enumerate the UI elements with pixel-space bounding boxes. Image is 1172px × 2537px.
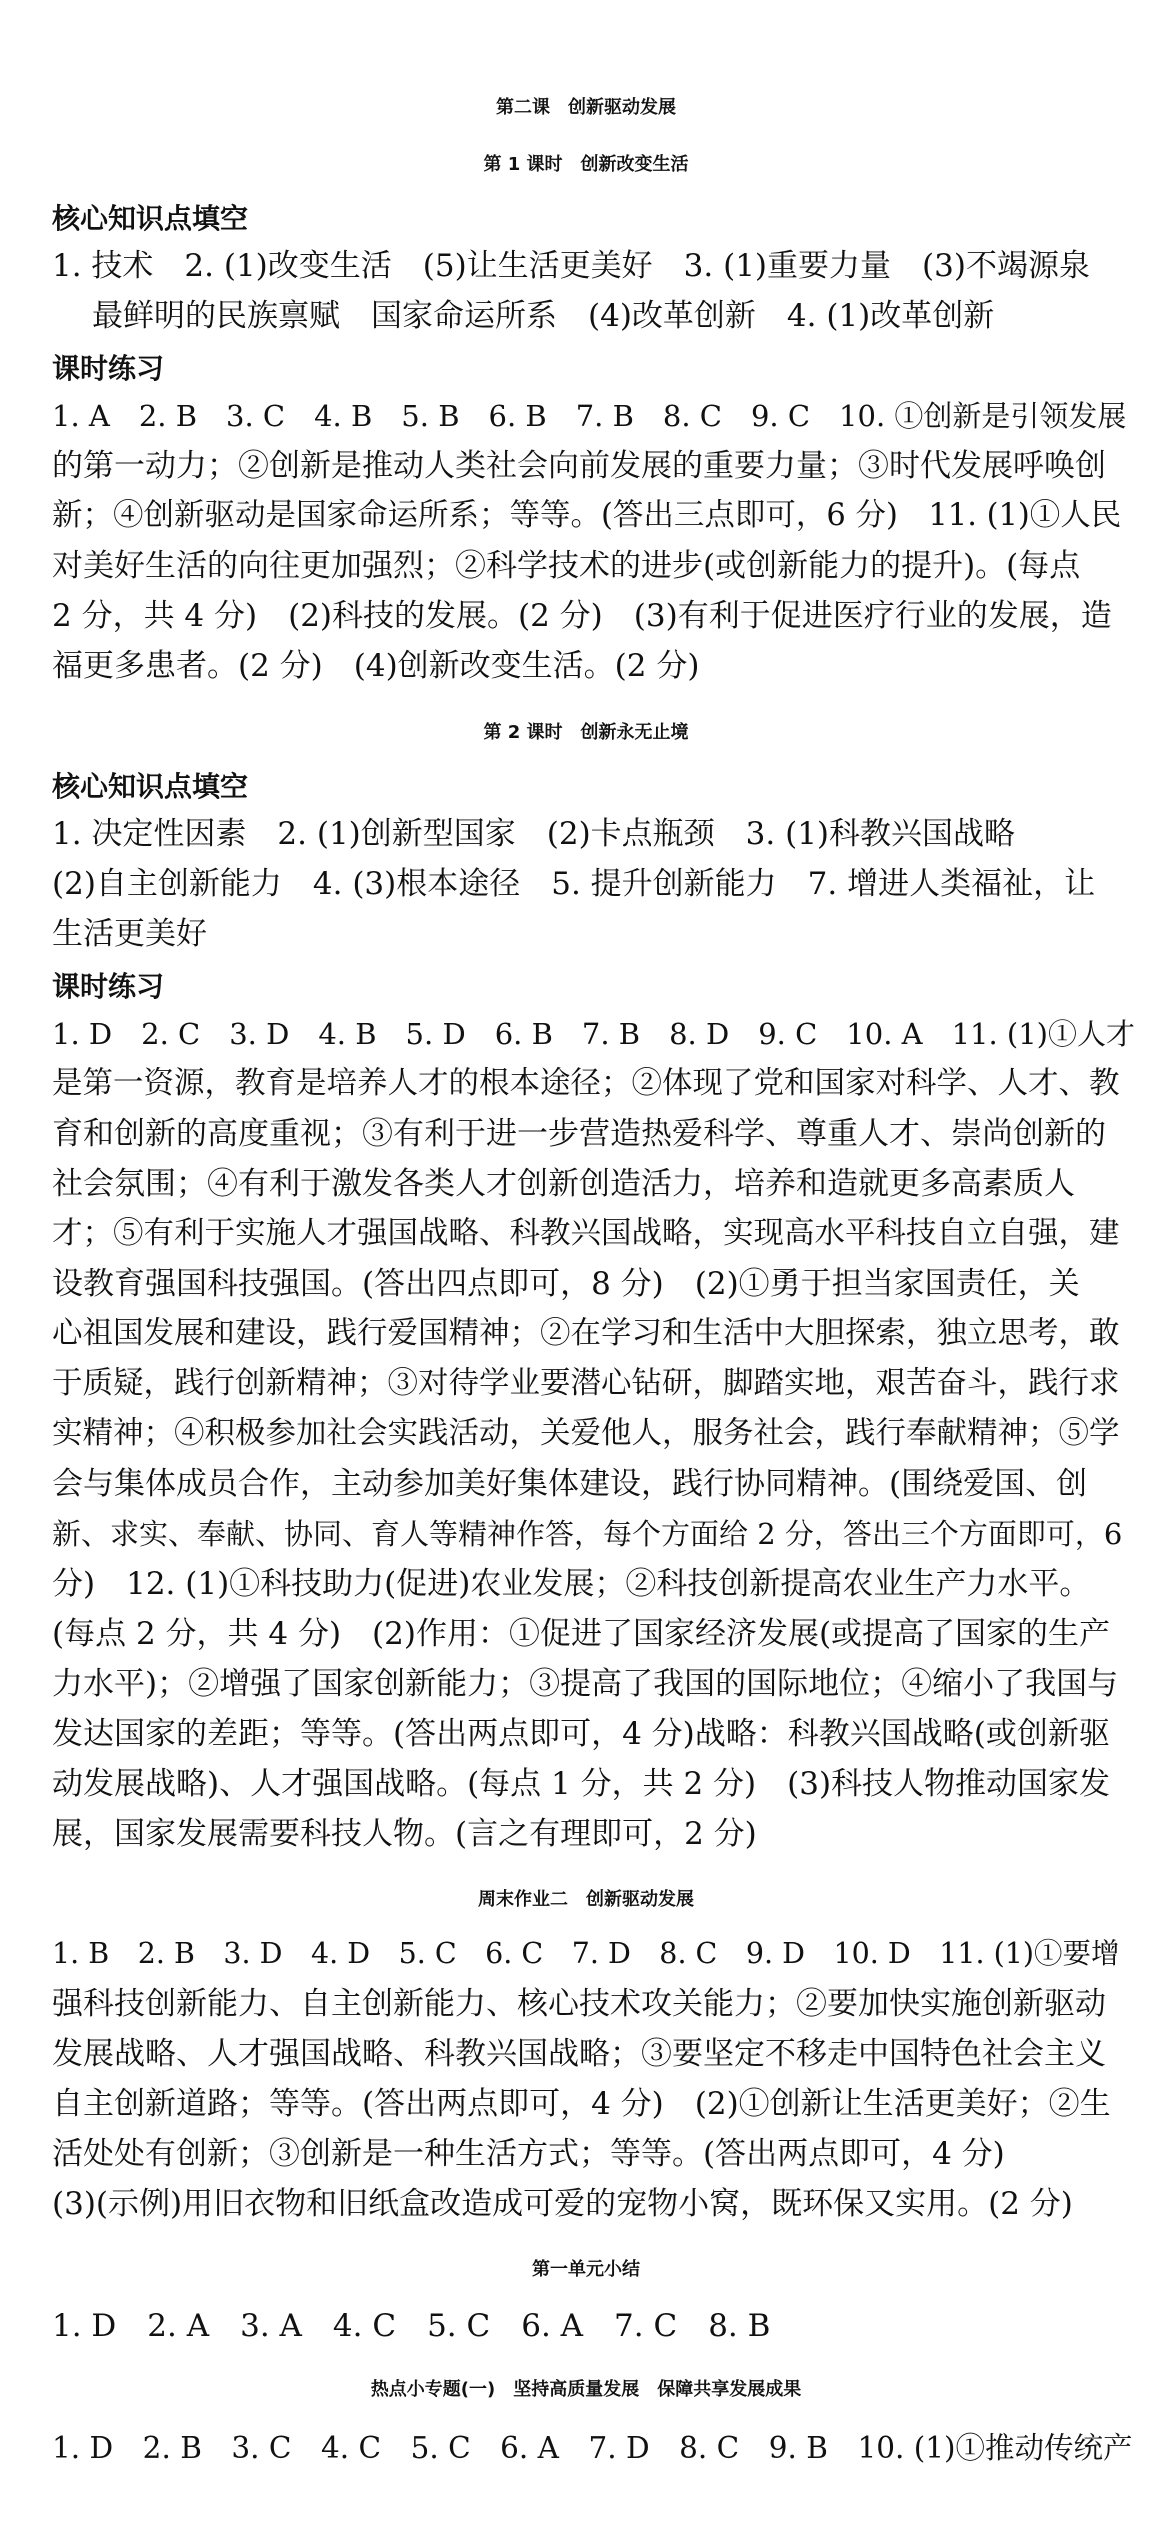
unit-summary-title: 第一单元小结 [532, 2259, 640, 2280]
lesson1-fill-line: 1. 技术 2. (1)改变生活 (5)让生活更美好 3. (1)重要力量 (3)不竭源泉 [52, 248, 1090, 284]
weekend-line: 活处处有创新；③创新是一种生活方式；等等。(答出两点即可，4 分) [52, 2136, 1005, 2172]
lesson1-title: 第 1 课时 创新改变生活 [483, 154, 689, 175]
lesson2-practice-line: 1. D 2. C 3. D 4. B 5. D 6. B 7. B 8. D 9. C 10. A 11. (1)①人才 [52, 1017, 1135, 1051]
lesson2-practice-line: 于质疑，践行创新精神；③对待学业要潜心钻研，脚踏实地，艰苦奋斗，践行求 [52, 1366, 1120, 1401]
lesson1-practice-line: 2 分，共 4 分) (2)科技的发展。(2 分) (3)有利于促进医疗行业的发展，造 [52, 598, 1112, 634]
lesson1-practice-line: 的第一动力；②创新是推动人类社会向前发展的重要力量；③时代发展呼唤创 [52, 448, 1106, 484]
unit-summary-line: 1. D 2. A 3. A 4. C 5. C 6. A 7. C 8. B [52, 2308, 771, 2344]
lesson2-fill-heading: 核心知识点填空 [52, 770, 249, 803]
lesson2-title: 第 2 课时 创新永无止境 [483, 722, 689, 743]
weekend-line: 自主创新道路；等等。(答出两点即可，4 分) (2)①创新让生活更美好；②生 [52, 2086, 1111, 2122]
weekend-line: 强科技创新能力、自主创新能力、核心技术攻关能力；②要加快实施创新驱动 [52, 1986, 1106, 2022]
lesson2-practice-line: 是第一资源，教育是培养人才的根本途径；②体现了党和国家对科学、人才、教 [52, 1066, 1120, 1101]
lesson2-fill-line: (2)自主创新能力 4. (3)根本途径 5. 提升创新能力 7. 增进人类福祉，让 [52, 866, 1096, 902]
lesson2-practice-line: 设教育强国科技强国。(答出四点即可，8 分) (2)①勇于担当家国责任，关 [52, 1266, 1080, 1302]
weekend-line: 1. B 2. B 3. D 4. D 5. C 6. C 7. D 8. C 9. D 10. D 11. (1)①要增 [52, 1937, 1120, 1970]
lesson2-practice-line: (每点 2 分，共 4 分) (2)作用：①促进了国家经济发展(或提高了国家的生产 [52, 1616, 1111, 1652]
lesson2-practice-line: 育和创新的高度重视；③有利于进一步营造热爱科学、尊重人才、崇尚创新的 [52, 1116, 1106, 1152]
lesson2-practice-line: 新、求实、奉献、协同、育人等精神作答，每个方面给 2 分，答出三个方面即可，6 [52, 1517, 1123, 1551]
lesson2-practice-line: 动发展战略)、人才强国战略。(每点 1 分，共 2 分) (3)科技人物推动国家发 [52, 1766, 1111, 1802]
lesson2-practice-line: 会与集体成员合作，主动参加美好集体建设，践行协同精神。(围绕爱国、创 [52, 1466, 1088, 1502]
hot-topic-line: 1. D 2. B 3. C 4. C 5. C 6. A 7. D 8. C 9. B 10. (1)①推动传统产 [52, 2431, 1133, 2465]
lesson2-practice-line: 实精神；④积极参加社会实践活动，关爱他人，服务社会，践行奉献精神；⑤学 [52, 1416, 1120, 1451]
lesson1-fill-heading: 核心知识点填空 [52, 202, 249, 235]
lesson2-practice-line: 分) 12. (1)①科技助力(促进)农业发展；②科技创新提高农业生产力水平。 [52, 1566, 1091, 1602]
lesson1-practice-line: 福更多患者。(2 分) (4)创新改变生活。(2 分) [52, 648, 700, 684]
chapter-title: 第二课 创新驱动发展 [496, 97, 676, 118]
lesson1-practice-line: 对美好生活的向往更加强烈；②科学技术的进步(或创新能力的提升)。(每点 [52, 548, 1081, 584]
lesson2-practice-line: 社会氛围；④有利于激发各类人才创新创造活力，培养和造就更多高素质人 [52, 1166, 1075, 1202]
lesson1-practice-line: 1. A 2. B 3. C 4. B 5. B 6. B 7. B 8. C 9. C 10. ①创新是引领发展 [52, 399, 1127, 433]
lesson2-practice-line: 展，国家发展需要科技人物。(言之有理即可，2 分) [52, 1816, 757, 1852]
lesson2-practice-line: 力水平)；②增强了国家创新能力；③提高了我国的国际地位；④缩小了我国与 [52, 1666, 1119, 1702]
weekend-line: (3)(示例)用旧衣物和旧纸盒改造成可爱的宠物小窝，既环保又实用。(2 分) [52, 2186, 1073, 2222]
lesson2-fill-line: 生活更美好 [52, 916, 207, 952]
lesson2-practice-line: 发达国家的差距；等等。(答出两点即可，4 分)战略：科教兴国战略(或创新驱 [52, 1716, 1110, 1752]
weekend-title: 周末作业二 创新驱动发展 [478, 1889, 694, 1910]
lesson1-practice-heading: 课时练习 [52, 352, 165, 385]
lesson1-practice-line: 新；④创新驱动是国家命运所系；等等。(答出三点即可，6 分) 11. (1)①人民 [52, 498, 1122, 533]
lesson2-practice-line: 才；⑤有利于实施人才强国战略、科教兴国战略，实现高水平科技自立自强，建 [52, 1216, 1120, 1251]
lesson1-fill-line: 最鲜明的民族禀赋 国家命运所系 (4)改革创新 4. (1)改革创新 [92, 298, 995, 334]
lesson2-practice-heading: 课时练习 [52, 970, 165, 1003]
hot-topic-title: 热点小专题(一) 坚持高质量发展 保障共享发展成果 [370, 2379, 802, 2400]
weekend-line: 发展战略、人才强国战略、科教兴国战略；③要坚定不移走中国特色社会主义 [52, 2036, 1106, 2072]
lesson2-practice-line: 心祖国发展和建设，践行爱国精神；②在学习和生活中大胆探索，独立思考，敢 [52, 1316, 1120, 1351]
lesson2-fill-line: 1. 决定性因素 2. (1)创新型国家 (2)卡点瓶颈 3. (1)科教兴国战略 [52, 816, 1016, 852]
